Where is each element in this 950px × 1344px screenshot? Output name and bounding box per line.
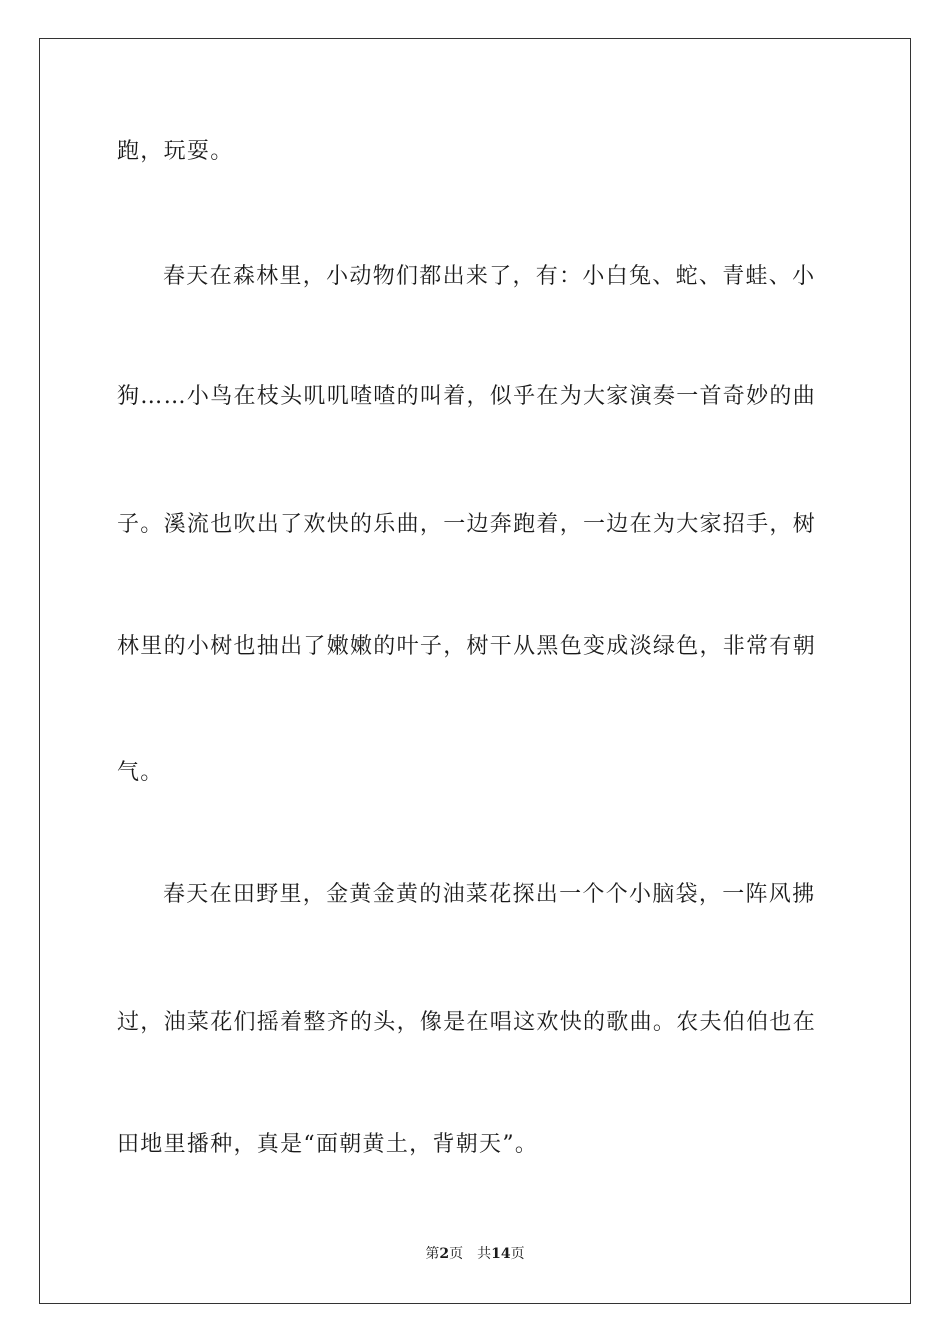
page-border — [39, 38, 911, 1304]
page-prefix: 第 — [425, 1246, 440, 1262]
page-footer — [0, 1244, 950, 1264]
total-unit: 页 — [510, 1246, 525, 1262]
page-unit: 页 — [449, 1246, 464, 1262]
paragraph-line-8: 过，油菜花们摇着整齐的头，像是在唱这欢快的歌曲。农夫伯伯也在 — [117, 1010, 817, 1035]
paragraph-line-9: 田地里播种，真是“面朝黄土，背朝天”。 — [117, 1132, 539, 1157]
paragraph-line-6: 气。 — [117, 760, 164, 785]
total-prefix: 共 — [477, 1246, 492, 1262]
page-total: 14 — [491, 1246, 511, 1262]
paragraph-line-7: 春天在田野里，金黄金黄的油菜花探出一个个小脑袋，一阵风拂 — [163, 882, 816, 907]
paragraph-line-5: 林里的小树也抽出了嫩嫩的叶子，树干从黑色变成淡绿色，非常有朝 — [117, 634, 817, 659]
paragraph-line-4: 子。溪流也吹出了欢快的乐曲，一边奔跑着，一边在为大家招手，树 — [117, 512, 817, 537]
paragraph-line-2: 春天在森林里，小动物们都出来了，有：小白兔、蛇、青蛙、小 — [163, 264, 816, 289]
page-current: 2 — [439, 1246, 450, 1262]
paragraph-line-3: 狗……小鸟在枝头叽叽喳喳的叫着，似乎在为大家演奏一首奇妙的曲 — [117, 384, 817, 409]
paragraph-line-1: 跑，玩耍。 — [117, 139, 234, 164]
